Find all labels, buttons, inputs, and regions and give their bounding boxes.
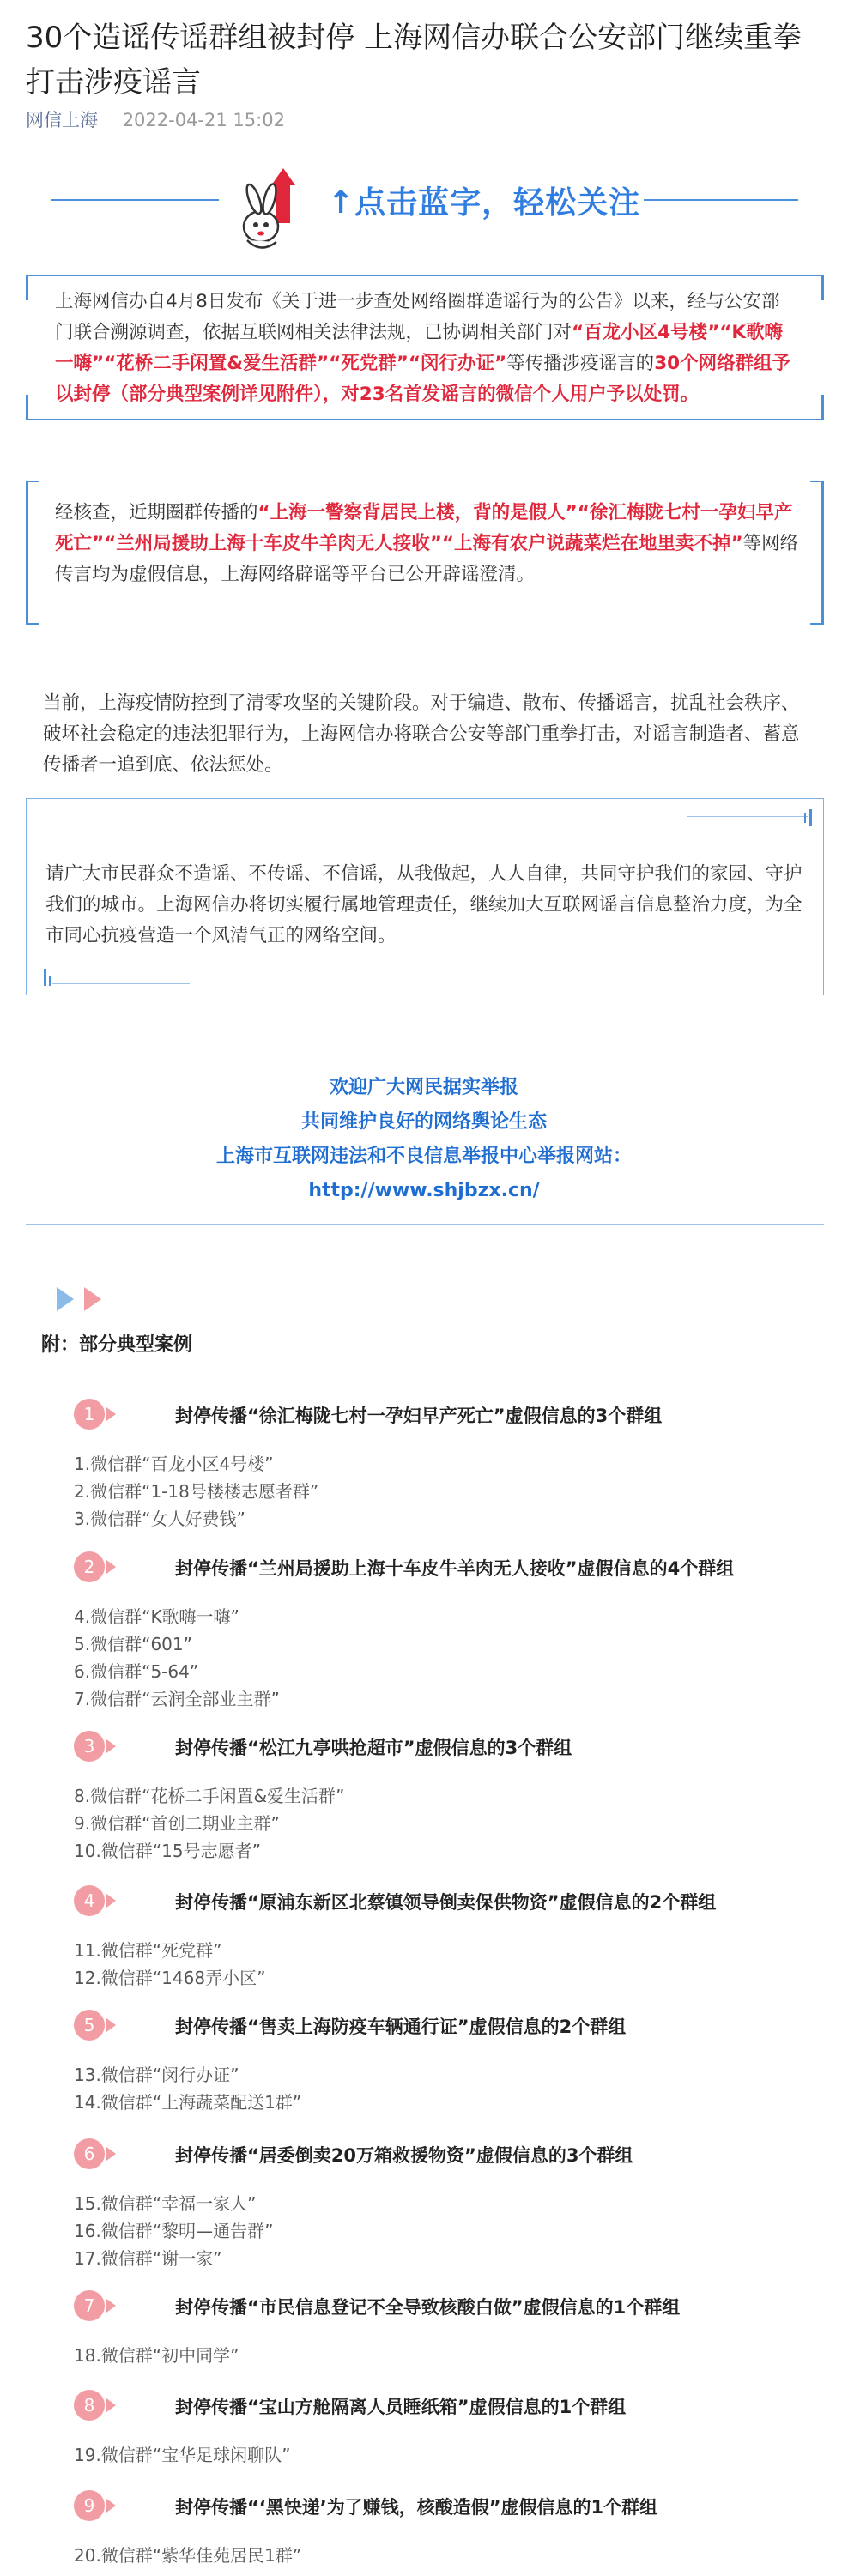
rabbit-mascot-icon [235, 165, 330, 259]
box4-deco-bar-top [809, 809, 812, 826]
box4-deco-line-top [687, 816, 808, 817]
group-list-item: 5.微信群“601” [74, 1634, 192, 1654]
p1-text-a: 上海网信办自4月8日发布《关于进一步查处网络圈群造谣行为的公告》以来，经与公安部门联合溯源调查，依据互联网相关法律法规，已协调相关部门对 [55, 291, 780, 343]
group-list-item: 8.微信群“花桥二手闲置&爱生活群” [74, 1786, 345, 1806]
group-list-item: 3.微信群“女人好费钱” [74, 1509, 245, 1529]
report-line-3: 上海市互联网违法和不良信息举报中心举报网站： [215, 1146, 632, 1167]
box1-corner-br [821, 395, 824, 420]
box2-corner-tr [810, 481, 824, 482]
box4-deco-bar-top-small [804, 813, 806, 823]
box2-corner-br [810, 623, 824, 625]
arrow-right-icon [106, 1894, 116, 1908]
box2-right-border [821, 481, 824, 625]
group-list-item: 14.微信群“上海蔬菜配送1群” [74, 2092, 302, 2113]
report-url-link[interactable]: http://www.shjbzx.cn/ [308, 1180, 540, 1201]
case-number-badge: 3 [74, 1731, 105, 1762]
notice-box-1 [26, 275, 824, 420]
group-list-item: 10.微信群“15号志愿者” [74, 1841, 261, 1861]
case-header [74, 2137, 829, 2171]
p2-red: “上海一警察背居民上楼，背的是假人”“徐汇梅陇七村一孕妇早产死亡”“兰州局援助上海十车皮牛羊肉无人接收”“上海有农户说蔬菜烂在地里卖不掉” [55, 502, 793, 554]
box4-deco-line-bottom [52, 983, 190, 984]
separator-1 [26, 1224, 824, 1225]
p1-red-a: “百龙小区4号楼”“K歌嗨一嗨”“花桥二手闲置&爱生活群”“死党群”“闵行办证” [55, 322, 784, 374]
group-list-item: 15.微信群“幸福一家人” [74, 2193, 257, 2214]
case-header [74, 1884, 829, 1918]
case-title: 封停传播“‘黑快递’为了赚钱，核酸造假”虚假信息的1个群组 [175, 2497, 658, 2518]
appendix-heading: 附：部分典型案例 [41, 1334, 193, 1356]
arrow-right-icon [106, 2299, 116, 2313]
article-meta [26, 106, 285, 132]
notice-box-4 [26, 798, 824, 995]
case-header [74, 1550, 829, 1584]
case-title: 封停传播“居委倒卖20万箱救援物资”虚假信息的3个群组 [175, 2145, 633, 2166]
case-title: 封停传播“松江九亭哄抢超市”虚假信息的3个群组 [175, 1738, 572, 1758]
box2-left-border [26, 481, 28, 625]
case-number-badge: 6 [74, 2138, 105, 2169]
case-number-badge: 2 [74, 1551, 105, 1582]
source-link[interactable]: 网信上海 [26, 110, 98, 130]
group-list-item: 18.微信群“初中同学” [74, 2345, 239, 2366]
group-list-item: 16.微信群“黎明—通告群” [74, 2221, 274, 2241]
case-header [74, 2488, 829, 2523]
group-list-item: 17.微信群“谢一家” [74, 2248, 222, 2269]
report-line-2: 共同维护良好的网络舆论生态 [300, 1111, 547, 1133]
paragraph-1 [55, 287, 793, 410]
group-list-item: 12.微信群“1468弄小区” [74, 1968, 266, 1988]
group-list-item: 20.微信群“紫华佳苑居民1群” [74, 2545, 302, 2566]
p2-text-a: 经核查，近期圈群传播的 [55, 502, 258, 523]
group-list-item: 6.微信群“5-64” [74, 1661, 199, 1682]
box1-top-border [26, 275, 824, 276]
case-header [74, 2008, 829, 2042]
box1-corner-tl [26, 275, 28, 300]
box4-deco-bar-bottom-small [49, 976, 51, 986]
arrow-right-icon [106, 2147, 116, 2161]
group-list-item: 7.微信群“云润全部业主群” [74, 1689, 280, 1709]
report-line-1: 欢迎广大网民据实举报 [329, 1077, 518, 1098]
follow-banner[interactable] [51, 165, 798, 233]
banner-line-left [51, 199, 219, 201]
box1-bottom-border [26, 419, 824, 420]
group-list-item: 4.微信群“K歌嗨一嗨” [74, 1606, 239, 1627]
arrow-right-icon [106, 1560, 116, 1574]
p1-red-b: 30个网络群组予以封停（部分典型案例详见附件），对23名首发谣言的微信个人用户予以处罚。 [55, 353, 791, 405]
group-list-item: 1.微信群“百龙小区4号楼” [74, 1454, 274, 1474]
paragraph-3: 当前，上海疫情防控到了清零攻坚的关键阶段。对于编造、散布、传播谣言，扰乱社会秩序、破坏社会稳定的违法犯罪行为，上海网信办将联合公安等部门重拳打击，对谣言制造者、蓄意传播者一追到底、依法惩处。 [43, 692, 800, 776]
paragraph-2 [55, 498, 802, 590]
arrow-right-icon [106, 2018, 116, 2032]
case-number-badge: 4 [74, 1885, 105, 1916]
arrow-right-icon [106, 2499, 116, 2513]
group-list-item: 19.微信群“宝华足球闲聊队” [74, 2445, 291, 2465]
case-title: 封停传播“宝山方舱隔离人员睡纸箱”虚假信息的1个群组 [175, 2397, 627, 2417]
group-list-item: 2.微信群“1-18号楼楼志愿者群” [74, 1481, 319, 1502]
arrow-right-icon [106, 1407, 116, 1421]
publish-date: 2022-04-21 15:02 [122, 110, 285, 130]
case-number-badge: 7 [74, 2290, 105, 2321]
box2-corner-bl [26, 623, 39, 625]
article-title: 30个造谣传谣群组被封停 上海网信办联合公安部门继续重拳打击涉疫谣言 [26, 21, 803, 100]
p1-text-b: 等传播涉疫谣言的 [506, 353, 655, 374]
case-header [74, 1729, 829, 1763]
box1-corner-bl [26, 395, 28, 420]
case-header [74, 2388, 829, 2422]
case-number-badge: 5 [74, 2010, 105, 2041]
case-title: 封停传播“售卖上海防疫车辆通行证”虚假信息的2个群组 [175, 2017, 627, 2037]
box2-corner-tl [26, 481, 39, 482]
box1-corner-tr [821, 275, 824, 300]
case-title: 封停传播“徐汇梅陇七村一孕妇早产死亡”虚假信息的3个群组 [175, 1406, 663, 1426]
case-title: 封停传播“兰州局援助上海十车皮牛羊肉无人接收”虚假信息的4个群组 [175, 1558, 735, 1579]
decorative-triangle-2 [84, 1287, 101, 1311]
arrow-right-icon [106, 1739, 116, 1753]
banner-line-right [644, 199, 798, 201]
group-list-item: 9.微信群“首创二期业主群” [74, 1813, 280, 1834]
paragraph-4: 请广大市民群众不造谣、不传谣、不信谣，从我做起，人人自律，共同守护我们的家园、守护我们的城市。上海网信办将切实履行属地管理责任，继续加大互联网谣言信息整治力度，为全市同心抗疫营造一个风清气正的网络空间。 [45, 863, 803, 946]
banner-text: ↑点击蓝字，轻松关注 [328, 185, 641, 221]
decorative-triangle-1 [57, 1287, 74, 1311]
case-title: 封停传播“原浦东新区北蔡镇领导倒卖保供物资”虚假信息的2个群组 [175, 1892, 717, 1913]
p2-text-b: 等网络传言均为虚假信息，上海网络辟谣等平台已公开辟谣澄清。 [55, 533, 799, 585]
case-number-badge: 8 [74, 2390, 105, 2421]
group-list-item: 13.微信群“闵行办证” [74, 2065, 239, 2085]
case-header [74, 1397, 829, 1431]
case-header [74, 2289, 829, 2323]
arrow-right-icon [106, 2398, 116, 2412]
case-title: 封停传播“市民信息登记不全导致核酸白做”虚假信息的1个群组 [175, 2297, 681, 2318]
case-number-badge: 1 [74, 1399, 105, 1430]
case-number-badge: 9 [74, 2490, 105, 2521]
box4-deco-bar-bottom [44, 969, 46, 986]
group-list-item: 11.微信群“死党群” [74, 1940, 222, 1961]
notice-box-2 [26, 481, 824, 625]
